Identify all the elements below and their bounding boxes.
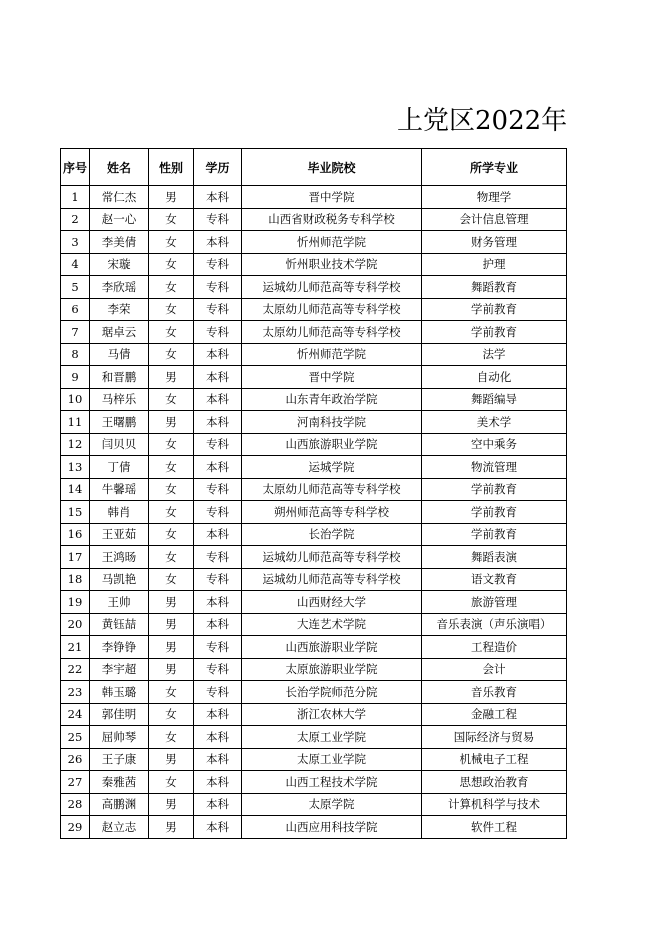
- cell-education: 专科: [194, 298, 242, 321]
- cell-index: 24: [61, 703, 90, 726]
- cell-major: 法学: [422, 343, 567, 366]
- cell-index: 28: [61, 793, 90, 816]
- table-row: [61, 388, 567, 411]
- cell-education: 专科: [194, 546, 242, 569]
- cell-gender: 男: [149, 366, 194, 389]
- cell-major: 财务管理: [422, 231, 567, 254]
- cell-major: 舞蹈表演: [422, 546, 567, 569]
- cell-major: 自动化: [422, 366, 567, 389]
- cell-education: 本科: [194, 793, 242, 816]
- cell-major: 物流管理: [422, 456, 567, 479]
- cell-name: 马倩: [90, 343, 149, 366]
- cell-index: 6: [61, 298, 90, 321]
- cell-gender: 女: [149, 456, 194, 479]
- cell-index: 3: [61, 231, 90, 254]
- cell-major: 国际经济与贸易: [422, 726, 567, 749]
- header-major: 所学专业: [422, 149, 567, 186]
- cell-name: 王鸿旸: [90, 546, 149, 569]
- cell-gender: 男: [149, 636, 194, 659]
- cell-name: 丁倩: [90, 456, 149, 479]
- cell-education: 本科: [194, 366, 242, 389]
- cell-name: 李荣: [90, 298, 149, 321]
- cell-gender: 女: [149, 501, 194, 524]
- cell-education: 专科: [194, 433, 242, 456]
- cell-major: 音乐教育: [422, 681, 567, 704]
- cell-education: 专科: [194, 658, 242, 681]
- table-row: [61, 456, 567, 479]
- cell-education: 本科: [194, 186, 242, 209]
- cell-major: 学前教育: [422, 298, 567, 321]
- cell-school: 山东青年政治学院: [242, 388, 422, 411]
- cell-education: 专科: [194, 478, 242, 501]
- table-row: [61, 816, 567, 839]
- cell-name: 韩肖: [90, 501, 149, 524]
- table-row: [61, 411, 567, 434]
- cell-gender: 女: [149, 726, 194, 749]
- cell-index: 15: [61, 501, 90, 524]
- cell-name: 王帅: [90, 591, 149, 614]
- cell-school: 太原幼儿师范高等专科学校: [242, 298, 422, 321]
- cell-major: 会计: [422, 658, 567, 681]
- cell-gender: 女: [149, 208, 194, 231]
- cell-index: 16: [61, 523, 90, 546]
- cell-school: 大连艺术学院: [242, 613, 422, 636]
- cell-school: 晋中学院: [242, 366, 422, 389]
- cell-gender: 男: [149, 591, 194, 614]
- cell-major: 旅游管理: [422, 591, 567, 614]
- cell-education: 本科: [194, 771, 242, 794]
- table-row: [61, 681, 567, 704]
- cell-gender: 男: [149, 793, 194, 816]
- cell-school: 忻州师范学院: [242, 231, 422, 254]
- cell-school: 运城幼儿师范高等专科学校: [242, 568, 422, 591]
- table-row: [61, 298, 567, 321]
- cell-gender: 女: [149, 388, 194, 411]
- cell-education: 专科: [194, 276, 242, 299]
- cell-name: 和晋鹏: [90, 366, 149, 389]
- cell-major: 护理: [422, 253, 567, 276]
- cell-name: 郭佳明: [90, 703, 149, 726]
- cell-education: 本科: [194, 726, 242, 749]
- cell-education: 专科: [194, 501, 242, 524]
- cell-education: 专科: [194, 636, 242, 659]
- table-row: [61, 433, 567, 456]
- cell-major: 物理学: [422, 186, 567, 209]
- cell-school: 浙江农林大学: [242, 703, 422, 726]
- table-row: [61, 613, 567, 636]
- cell-index: 27: [61, 771, 90, 794]
- cell-education: 本科: [194, 456, 242, 479]
- cell-gender: 女: [149, 343, 194, 366]
- cell-education: 本科: [194, 613, 242, 636]
- table-row: [61, 568, 567, 591]
- cell-major: 学前教育: [422, 523, 567, 546]
- cell-name: 秦雅茜: [90, 771, 149, 794]
- cell-index: 9: [61, 366, 90, 389]
- table-row: [61, 748, 567, 771]
- cell-education: 专科: [194, 568, 242, 591]
- cell-index: 7: [61, 321, 90, 344]
- cell-major: 机械电子工程: [422, 748, 567, 771]
- cell-name: 宋璇: [90, 253, 149, 276]
- cell-gender: 女: [149, 546, 194, 569]
- cell-major: 学前教育: [422, 478, 567, 501]
- cell-major: 舞蹈编导: [422, 388, 567, 411]
- cell-index: 21: [61, 636, 90, 659]
- table-row: [61, 208, 567, 231]
- table-row: [61, 321, 567, 344]
- cell-school: 山西工程技术学院: [242, 771, 422, 794]
- cell-name: 李欣瑶: [90, 276, 149, 299]
- cell-school: 忻州师范学院: [242, 343, 422, 366]
- cell-gender: 女: [149, 523, 194, 546]
- cell-index: 12: [61, 433, 90, 456]
- cell-gender: 男: [149, 613, 194, 636]
- cell-gender: 男: [149, 658, 194, 681]
- header-name: 姓名: [90, 149, 149, 186]
- cell-school: 河南科技学院: [242, 411, 422, 434]
- table-row: [61, 658, 567, 681]
- cell-school: 运城学院: [242, 456, 422, 479]
- header-education: 学历: [194, 149, 242, 186]
- cell-school: 山西省财政税务专科学校: [242, 208, 422, 231]
- table-row: [61, 636, 567, 659]
- cell-major: 音乐表演（声乐演唱）: [422, 613, 567, 636]
- cell-school: 山西旅游职业学院: [242, 636, 422, 659]
- cell-name: 王亚茹: [90, 523, 149, 546]
- cell-gender: 女: [149, 478, 194, 501]
- cell-index: 5: [61, 276, 90, 299]
- cell-name: 牛馨瑶: [90, 478, 149, 501]
- cell-name: 屈帅琴: [90, 726, 149, 749]
- cell-gender: 女: [149, 681, 194, 704]
- cell-education: 本科: [194, 411, 242, 434]
- table-row: [61, 523, 567, 546]
- cell-name: 常仁杰: [90, 186, 149, 209]
- cell-index: 19: [61, 591, 90, 614]
- cell-index: 13: [61, 456, 90, 479]
- cell-name: 赵一心: [90, 208, 149, 231]
- cell-gender: 女: [149, 253, 194, 276]
- cell-name: 韩玉璐: [90, 681, 149, 704]
- cell-school: 太原工业学院: [242, 748, 422, 771]
- cell-name: 赵立志: [90, 816, 149, 839]
- cell-education: 本科: [194, 523, 242, 546]
- table-row: [61, 366, 567, 389]
- cell-education: 本科: [194, 816, 242, 839]
- cell-major: 工程造价: [422, 636, 567, 659]
- cell-school: 朔州师范高等专科学校: [242, 501, 422, 524]
- cell-gender: 女: [149, 276, 194, 299]
- cell-index: 23: [61, 681, 90, 704]
- cell-education: 本科: [194, 343, 242, 366]
- cell-major: 语文教育: [422, 568, 567, 591]
- cell-index: 17: [61, 546, 90, 569]
- cell-index: 25: [61, 726, 90, 749]
- header-gender: 性别: [149, 149, 194, 186]
- table-row: [61, 343, 567, 366]
- cell-school: 太原工业学院: [242, 726, 422, 749]
- cell-education: 本科: [194, 388, 242, 411]
- table-row: [61, 703, 567, 726]
- table-row: [61, 771, 567, 794]
- cell-education: 专科: [194, 321, 242, 344]
- cell-school: 太原幼儿师范高等专科学校: [242, 321, 422, 344]
- page-title: 上党区2022年: [397, 106, 568, 136]
- table-row: [61, 726, 567, 749]
- cell-index: 22: [61, 658, 90, 681]
- cell-education: 本科: [194, 591, 242, 614]
- personnel-table: [60, 148, 567, 839]
- cell-index: 1: [61, 186, 90, 209]
- cell-school: 山西应用科技学院: [242, 816, 422, 839]
- cell-major: 软件工程: [422, 816, 567, 839]
- cell-school: 忻州职业技术学院: [242, 253, 422, 276]
- cell-name: 黄钰喆: [90, 613, 149, 636]
- cell-name: 闫贝贝: [90, 433, 149, 456]
- cell-index: 14: [61, 478, 90, 501]
- cell-school: 运城幼儿师范高等专科学校: [242, 546, 422, 569]
- cell-education: 本科: [194, 703, 242, 726]
- cell-name: 马凯艳: [90, 568, 149, 591]
- cell-name: 李铮铮: [90, 636, 149, 659]
- cell-education: 本科: [194, 748, 242, 771]
- cell-education: 本科: [194, 231, 242, 254]
- cell-index: 10: [61, 388, 90, 411]
- cell-index: 26: [61, 748, 90, 771]
- cell-gender: 女: [149, 703, 194, 726]
- table-row: [61, 253, 567, 276]
- cell-name: 王曙鹏: [90, 411, 149, 434]
- table-row: [61, 793, 567, 816]
- cell-major: 美术学: [422, 411, 567, 434]
- cell-gender: 男: [149, 816, 194, 839]
- cell-gender: 女: [149, 231, 194, 254]
- cell-index: 2: [61, 208, 90, 231]
- cell-index: 20: [61, 613, 90, 636]
- cell-major: 空中乘务: [422, 433, 567, 456]
- cell-name: 马梓乐: [90, 388, 149, 411]
- header-index: 序号: [61, 149, 90, 186]
- cell-gender: 女: [149, 771, 194, 794]
- cell-school: 运城幼儿师范高等专科学校: [242, 276, 422, 299]
- cell-gender: 男: [149, 748, 194, 771]
- cell-school: 山西财经大学: [242, 591, 422, 614]
- table-row: [61, 546, 567, 569]
- table-row: [61, 231, 567, 254]
- cell-gender: 女: [149, 568, 194, 591]
- table-header-row: [61, 149, 567, 186]
- cell-school: 太原幼儿师范高等专科学校: [242, 478, 422, 501]
- cell-major: 学前教育: [422, 501, 567, 524]
- cell-major: 学前教育: [422, 321, 567, 344]
- cell-major: 计算机科学与技术: [422, 793, 567, 816]
- cell-index: 4: [61, 253, 90, 276]
- cell-index: 11: [61, 411, 90, 434]
- cell-index: 8: [61, 343, 90, 366]
- table-row: [61, 501, 567, 524]
- header-school: 毕业院校: [242, 149, 422, 186]
- cell-gender: 女: [149, 298, 194, 321]
- cell-school: 山西旅游职业学院: [242, 433, 422, 456]
- cell-major: 舞蹈教育: [422, 276, 567, 299]
- cell-gender: 男: [149, 186, 194, 209]
- cell-major: 会计信息管理: [422, 208, 567, 231]
- cell-name: 王子康: [90, 748, 149, 771]
- cell-major: 思想政治教育: [422, 771, 567, 794]
- table-row: [61, 186, 567, 209]
- cell-gender: 男: [149, 411, 194, 434]
- cell-major: 金融工程: [422, 703, 567, 726]
- cell-name: 李宇超: [90, 658, 149, 681]
- cell-school: 晋中学院: [242, 186, 422, 209]
- cell-gender: 女: [149, 433, 194, 456]
- table-row: [61, 591, 567, 614]
- cell-school: 长治学院师范分院: [242, 681, 422, 704]
- cell-school: 太原学院: [242, 793, 422, 816]
- table-row: [61, 276, 567, 299]
- cell-school: 长治学院: [242, 523, 422, 546]
- cell-name: 李美倩: [90, 231, 149, 254]
- table-row: [61, 478, 567, 501]
- cell-education: 专科: [194, 253, 242, 276]
- cell-education: 专科: [194, 208, 242, 231]
- cell-gender: 女: [149, 321, 194, 344]
- cell-school: 太原旅游职业学院: [242, 658, 422, 681]
- cell-index: 18: [61, 568, 90, 591]
- cell-name: 琚卓云: [90, 321, 149, 344]
- cell-name: 高鹏渊: [90, 793, 149, 816]
- table-body: [61, 186, 567, 839]
- cell-education: 专科: [194, 681, 242, 704]
- cell-index: 29: [61, 816, 90, 839]
